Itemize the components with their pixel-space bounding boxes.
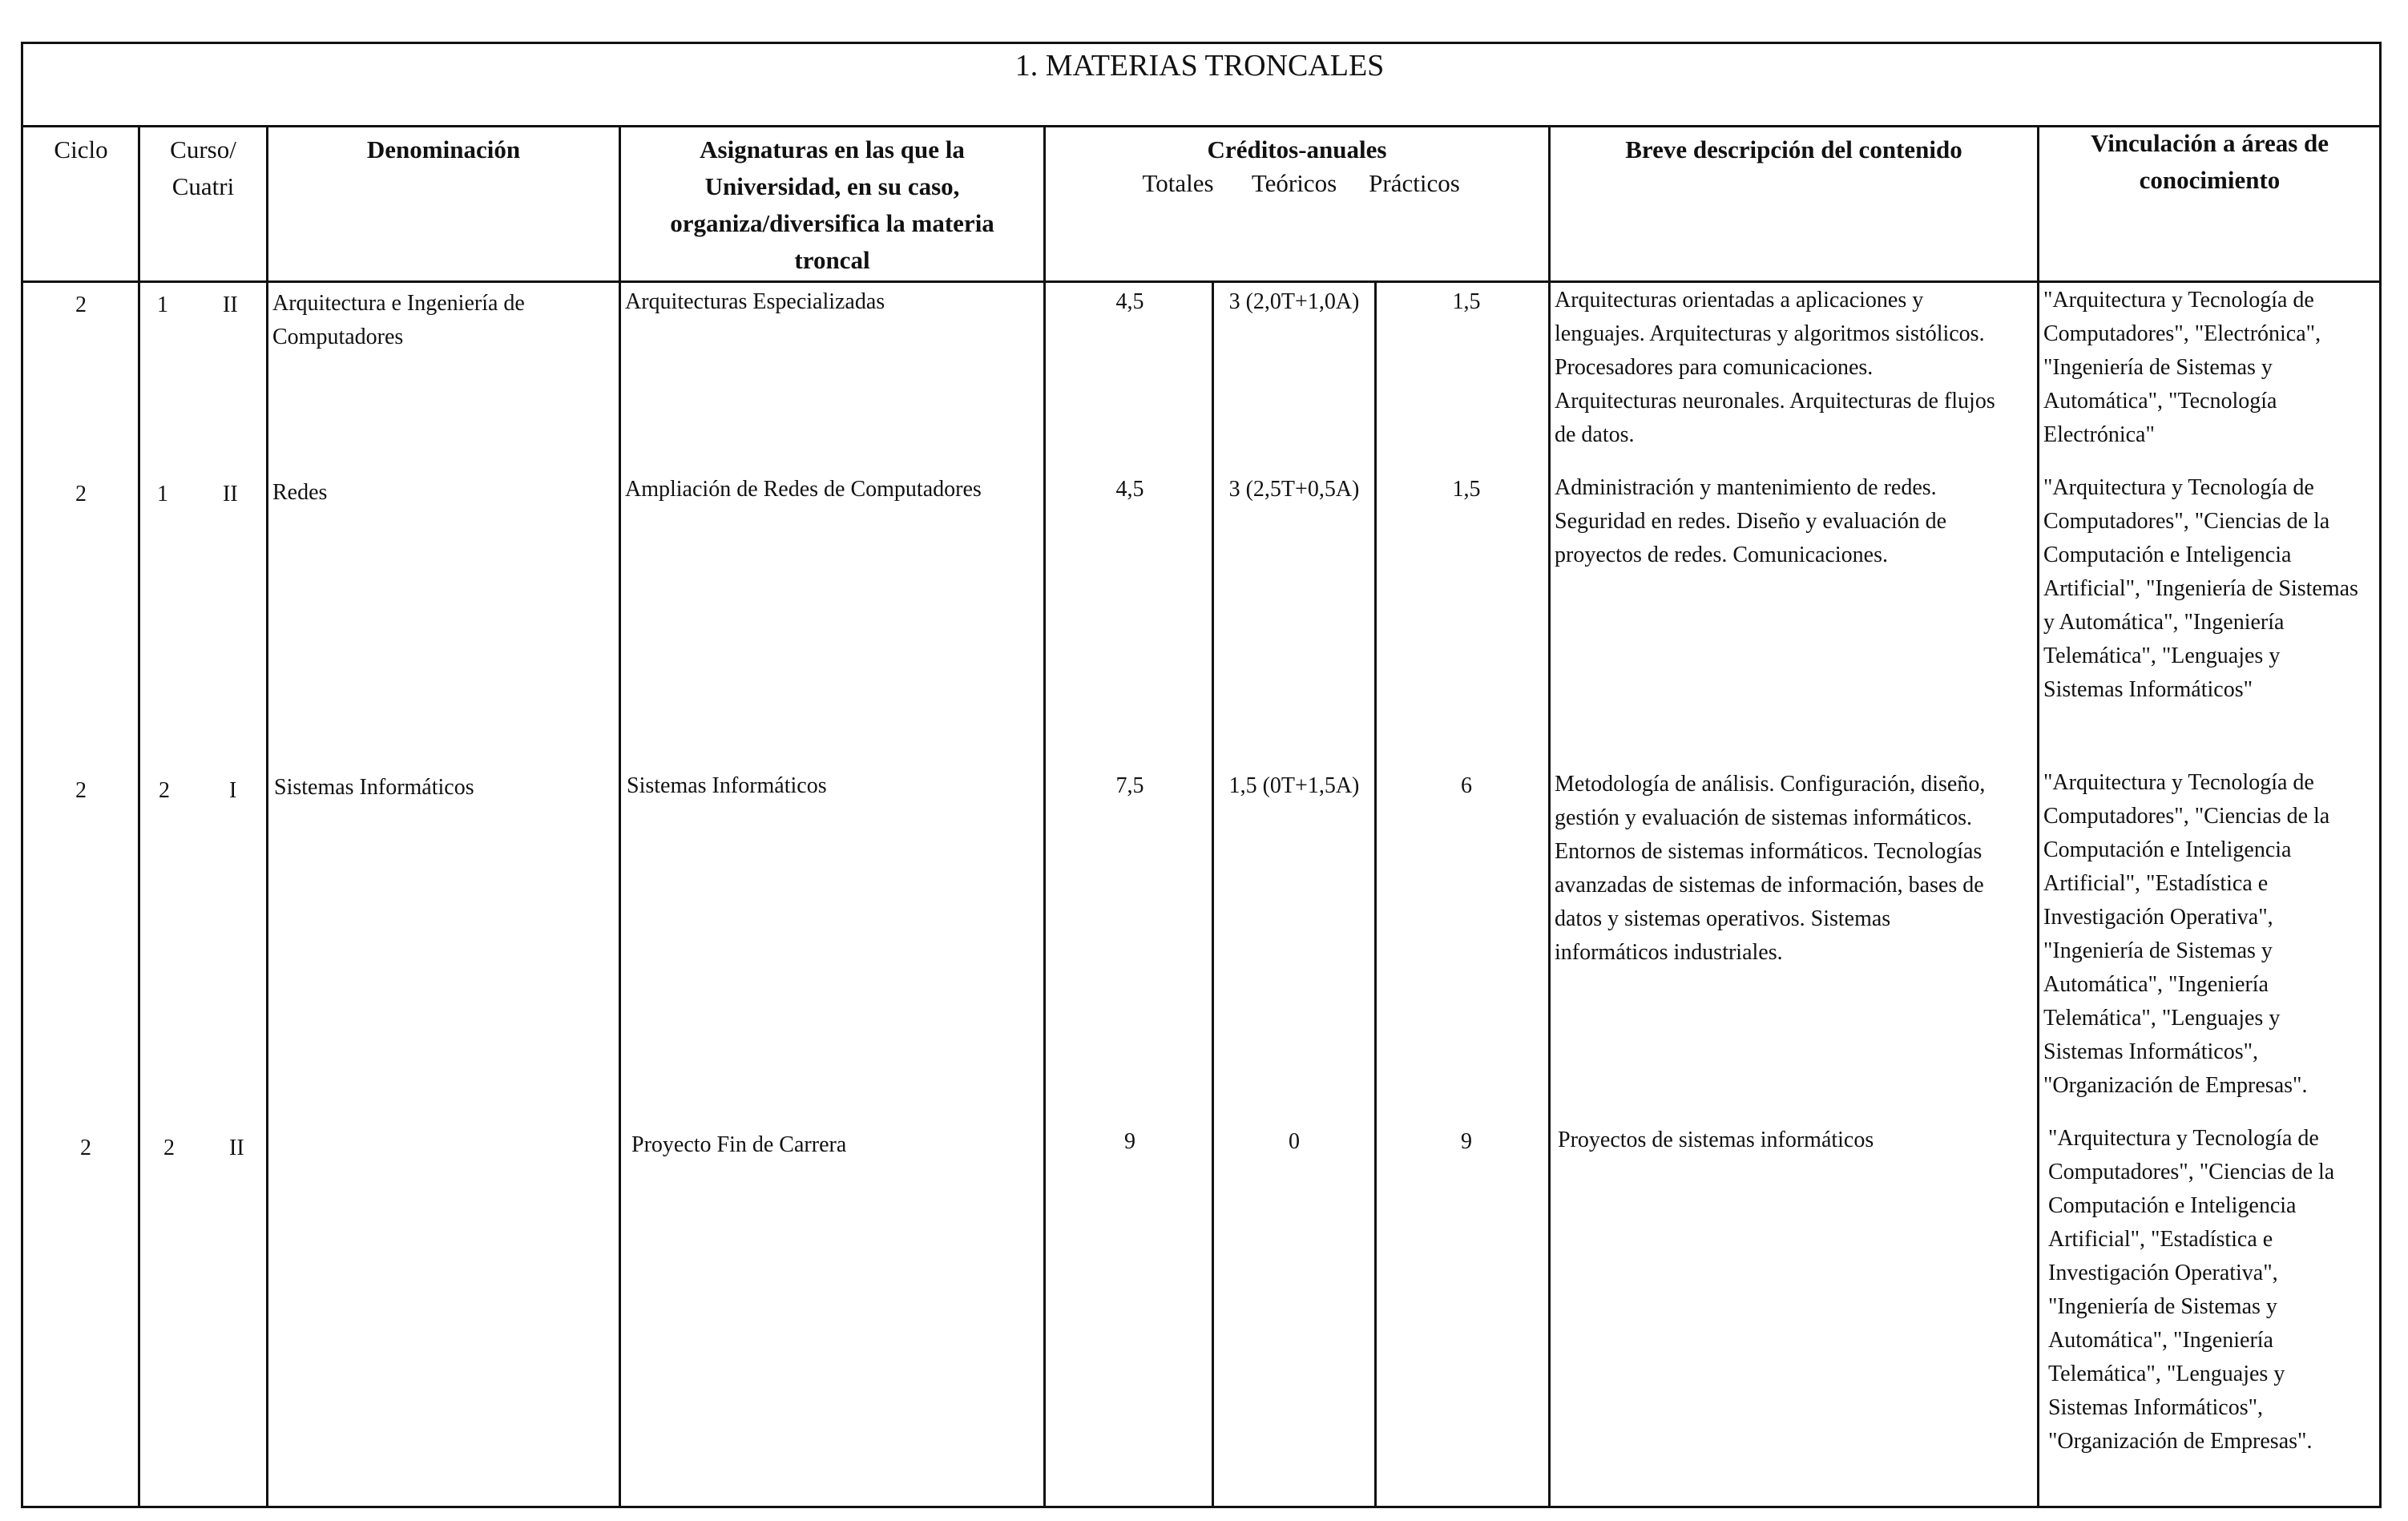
cell-ciclo: 2 [75, 292, 87, 317]
column-divider [1043, 125, 1046, 1508]
cell-totales: 9 [1124, 1129, 1135, 1154]
cell-descripcion: Proyectos de sistemas informáticos [1558, 1128, 1874, 1152]
header-teoricos: Teóricos [1251, 169, 1337, 197]
cell-vinculacion: "Arquitectura y Tecnología de Computadores", "Electrónica", "Ingeniería de Sistemas y Automática", "Tecnología Electrónica" [2043, 288, 2321, 447]
cell-ciclo: 2 [80, 1136, 91, 1160]
cell-descripcion: Metodología de análisis. Configuración, diseño, gestión y evaluación de sistemas informáticos. Entornos de sistemas informáticos. Tecnologías avanzadas de sistemas de información, bases de datos y sistemas operativos. Sistemas informáticos industriales. [1555, 772, 1986, 965]
cell-cuatri: II [229, 1136, 244, 1160]
cell-cuatri: II [223, 292, 238, 317]
cell-totales: 7,5 [1115, 773, 1144, 798]
title-divider [21, 125, 2382, 127]
cell-vinculacion: "Arquitectura y Tecnología de Computadores", "Ciencias de la Computación e Inteligencia Artificial", "Estadística e Investigación Operativa", "Ingeniería de Sistemas y Automática", "Ingeniería Telemática", "Lenguajes y Sistemas Informáticos", "Organización de Empresas". [2048, 1126, 2335, 1454]
cell-totales: 4,5 [1115, 477, 1144, 502]
header-curso: Curso/ Cuatri [170, 135, 236, 200]
cell-vinculacion: "Arquitectura y Tecnología de Computadores", "Ciencias de la Computación e Inteligencia Artificial", "Ingeniería de Sistemas y Automática", "Ingeniería Telemática", "Lenguajes y Sistemas Informáticos" [2043, 475, 2358, 702]
cell-denominacion: Redes [272, 480, 328, 505]
credits-subdivider [1374, 280, 1377, 1508]
header-divider [21, 280, 2382, 283]
cell-teoricos: 3 (2,0T+1,0A) [1228, 289, 1360, 314]
cell-curso: 2 [159, 778, 170, 803]
cell-vinculacion: "Arquitectura y Tecnología de Computadores", "Ciencias de la Computación e Inteligencia Artificial", "Estadística e Investigación Operativa", "Ingeniería de Sistemas y Automática", "Ingeniería Telemática", "Lenguajes y Sistemas Informáticos", "Organización de Empresas". [2043, 770, 2330, 1098]
column-divider [1548, 125, 1551, 1508]
cell-ciclo: 2 [75, 778, 87, 803]
column-divider [2037, 125, 2039, 1508]
cell-curso: 1 [157, 482, 168, 506]
cell-asignatura: Ampliación de Redes de Computadores [625, 477, 982, 502]
cell-descripcion: Administración y mantenimiento de redes. Seguridad en redes. Diseño y evaluación de proyectos de redes. Comunicaciones. [1555, 475, 1947, 567]
column-divider [138, 125, 140, 1508]
header-denominacion: Denominación [366, 135, 521, 163]
cell-denominacion: Arquitectura e Ingeniería de Computadores [272, 291, 525, 349]
cell-cuatri: II [223, 482, 238, 506]
cell-asignatura: Arquitecturas Especializadas [625, 289, 885, 314]
cell-curso: 2 [163, 1136, 175, 1160]
header-totales: Totales [1142, 169, 1214, 197]
cell-descripcion: Arquitecturas orientadas a aplicaciones y lenguajes. Arquitecturas y algoritmos sistólicos. Procesadores para comunicaciones. Arquitecturas neuronales. Arquitecturas de flujos de datos. [1555, 288, 1995, 447]
cell-totales: 4,5 [1115, 289, 1144, 314]
column-divider [266, 125, 268, 1508]
header-ciclo: Ciclo [54, 135, 108, 163]
header-asignaturas: Asignaturas en las que la Universidad, en su caso, organiza/diversifica la materia troncal [670, 135, 994, 274]
header-creditos: Créditos-anuales [1207, 135, 1387, 163]
cell-curso: 1 [157, 292, 168, 317]
header-descripcion: Breve descripción del contenido [1625, 135, 1962, 163]
column-divider [619, 125, 621, 1508]
cell-teoricos: 1,5 (0T+1,5A) [1228, 773, 1360, 798]
cell-practicos: 6 [1461, 773, 1472, 798]
cell-asignatura: Sistemas Informáticos [627, 773, 827, 798]
cell-teoricos: 0 [1289, 1129, 1300, 1154]
credits-subdivider [1212, 280, 1214, 1508]
cell-practicos: 1,5 [1452, 477, 1481, 502]
page-title: 1. MATERIAS TRONCALES [1014, 49, 1385, 83]
cell-practicos: 1,5 [1452, 289, 1481, 314]
cell-cuatri: I [229, 778, 237, 803]
cell-practicos: 9 [1461, 1129, 1472, 1154]
header-practicos: Prácticos [1369, 169, 1460, 197]
cell-asignatura: Proyecto Fin de Carrera [631, 1132, 847, 1157]
header-vinculacion: Vinculación a áreas de conocimiento [2090, 129, 2329, 194]
cell-denominacion: Sistemas Informáticos [274, 775, 474, 800]
cell-ciclo: 2 [75, 482, 87, 506]
cell-teoricos: 3 (2,5T+0,5A) [1228, 477, 1360, 502]
